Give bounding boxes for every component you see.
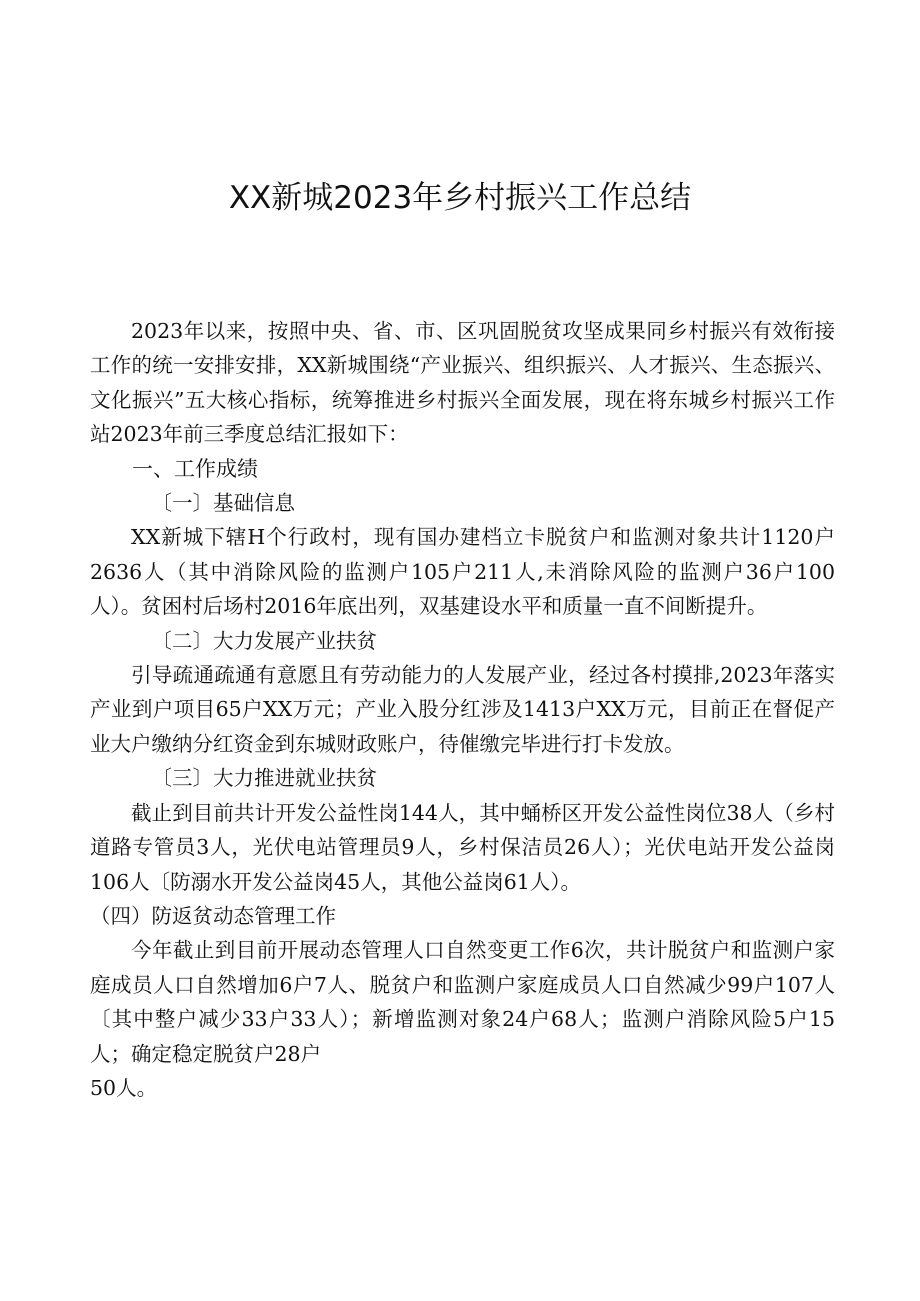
- subsection-heading-dynamic-management: （四）防返贫动态管理工作: [90, 903, 336, 928]
- subsection-heading-industry: 〔二〕大力发展产业扶贫: [151, 628, 377, 653]
- intro-paragraph: 2023年以来，按照中央、省、市、区巩固脱贫攻坚成果同乡村振兴有效衔接工作的统一安排安排，XX新城围绕“产业振兴、组织振兴、人才振兴、生态振兴、文化振兴”五大核心指标，统筹推进乡村振兴全面发展，现在将东城乡村振兴工作站2023年前三季度总结汇报如下：: [90, 319, 835, 447]
- basic-info-paragraph: XX新城下辖H个行政村，现有国办建档立卡脱贫户和监测对象共计1120户2636人（其中消除风险的监测户105户211人,未消除风险的监测户36户100人）。贫困村后场村2016年底出列，双基建设水平和质量一直不间断提升。: [90, 525, 835, 619]
- subsection-heading-employment: 〔三〕大力推进就业扶贫: [151, 766, 377, 791]
- section-heading-achievements: 一、工作成绩: [132, 456, 258, 481]
- dynamic-management-paragraph: 今年截止到目前开展动态管理人口自然变更工作6次，共计脱贫户和监测户家庭成员人口自然增加6户7人、脱贫户和监测户家庭成员人口自然减少99户107人〔其中整户减少33户33人）；新增监测对象24户68人；监测户消除风险5户15人；确定稳定脱贫户28户: [90, 938, 835, 1066]
- document-body: [90, 314, 835, 1105]
- document-title: XX新城2023年乡村振兴工作总结: [228, 180, 692, 216]
- subsection-heading-basic-info: 〔一〕基础信息: [151, 491, 295, 516]
- employment-paragraph: 截止到目前共计开发公益性岗144人，其中蛹桥区开发公益性岗位38人（乡村道路专管员3人，光伏电站管理员9人，乡村保洁员26人）；光伏电站开发公益岗106人〔防溺水开发公益岗45人，其他公益岗61人）。: [90, 800, 835, 894]
- industry-paragraph: 引导疏通疏通有意愿且有劳动能力的人发展产业，经过各村摸排,2023年落实产业到户项目65户XX万元；产业入股分红涉及1413户XX万元，目前正在督促产业大户缴纳分红资金到东城财政账户，待催缴完毕进行打卡发放。: [90, 663, 835, 756]
- dynamic-management-tail: 50人。: [90, 1075, 158, 1100]
